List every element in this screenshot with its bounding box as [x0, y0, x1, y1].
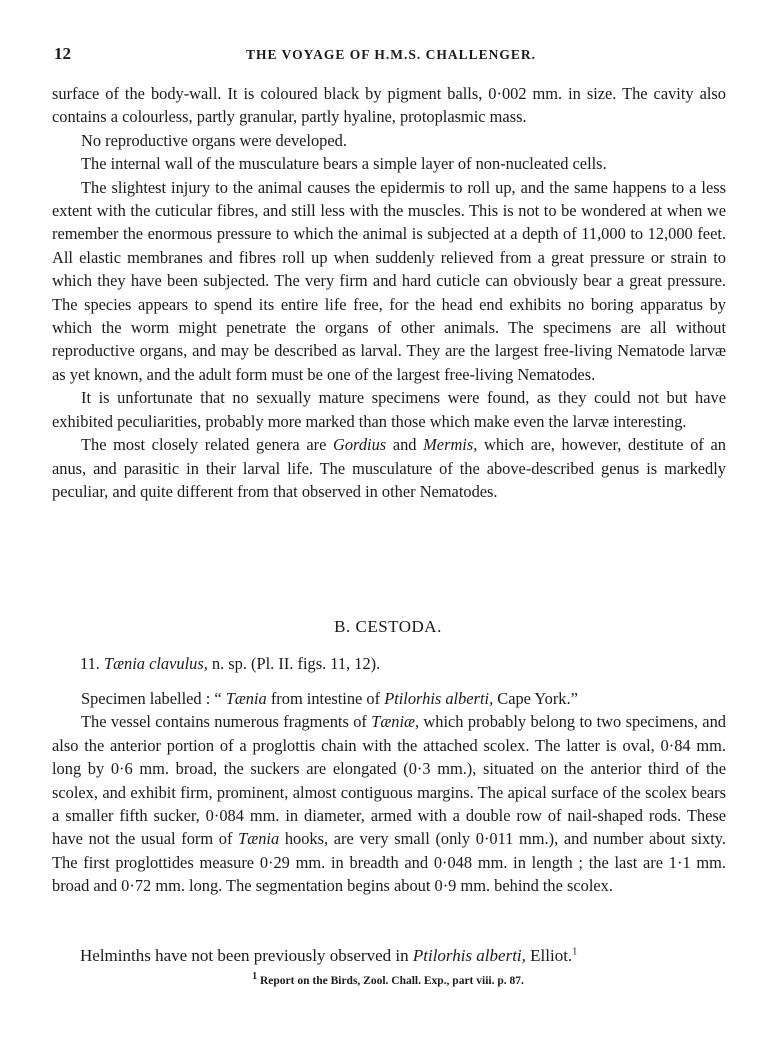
- page-number: 12: [54, 44, 71, 63]
- genus-taenia: Tænia: [225, 689, 267, 708]
- paragraph-unfortunate: It is unfortunate that no sexually mature specimens were found, as they could not but have exhibited peculiarities, probably more marked than those which make even the larvæ interesting.: [52, 388, 726, 431]
- text-run: hooks, are very small (only 0·011 mm.), and number about sixty. The first proglottides measure 0·29 mm. in breadth and 0·048 mm. in length ; the last are 1·1 mm. broad and 0·72 mm. long. The segmentation begins about 0·9 mm. behind the scolex.: [52, 829, 727, 896]
- paragraph-continuation: surface of the body-wall. It is coloured black by pigment balls, 0·002 mm. in size. The cavity also contains a colourless, partly granular, partly hyaline, protoplasmic mass.: [52, 84, 726, 127]
- footnote: [0, 971, 776, 987]
- genus-taenia: Tænia: [238, 829, 280, 849]
- genus-mermis: Mermis,: [423, 435, 478, 455]
- text-run: from intestine of: [266, 689, 385, 708]
- footnote-text: Report on the Birds, Zool. Chall. Exp., part viii. p. 87.: [257, 975, 524, 987]
- genus-taeniae: Tæniæ,: [371, 712, 420, 732]
- section-heading: B. CESTODA.: [334, 617, 442, 636]
- species-reference: n. sp. (Pl. II. figs. 11, 12).: [207, 654, 381, 673]
- running-head: THE VOYAGE OF H.M.S. CHALLENGER.: [245, 47, 537, 62]
- paragraph-description: [52, 710, 726, 897]
- species-number: 11.: [80, 654, 104, 673]
- host-name: Ptilorhis alberti,: [384, 689, 494, 708]
- paragraph-genera: [52, 433, 726, 503]
- cestode-text-block: [52, 687, 726, 898]
- nematode-text-block: [52, 82, 726, 503]
- footnote-marker: 1: [572, 946, 578, 958]
- text-run: Helminths have not been previously observed in: [80, 946, 413, 965]
- paragraph-reproductive: No reproductive organs were developed.: [81, 130, 347, 150]
- species-name: Tænia clavulus,: [103, 654, 208, 673]
- text-run: Cape York.”: [493, 689, 578, 708]
- text-run: Elliot.: [525, 946, 573, 965]
- final-line: [80, 946, 577, 966]
- text-run: which probably belong to two specimens, and also the anterior portion of a proglottis chain with the attached scolex. The latter is oval, 0·84 mm. long by 0·6 mm. broad, the suckers are elongated (0·3 mm.), situated on the anterior third of the scolex, and exhibit firm, prominent, almost contiguous margins. The apical surface of the scolex bears a smaller fifth sucker, 0·084 mm. in diameter, armed with a double row of nail-shaped rods. These have not the usual form of: [52, 712, 726, 849]
- text-run: The vessel contains numerous fragments of: [81, 712, 372, 732]
- text-run: which are, however, destitute of an anus, and parasitic in their larval life. The musculature of the above-described genus is markedly peculiar, and quite different from that observed in other Nematodes.: [52, 435, 726, 501]
- specimen-label: [52, 687, 726, 710]
- page-header: [54, 44, 728, 70]
- paragraph-injury: The slightest injury to the animal causes the epidermis to roll up, and the same happens to a less extent with the cuticular fibres, and still less with the muscles. This is not to be wondered at when we remember the enormous pressure to which the animal is subjected at a depth of 11,000 to 12,000 feet. All elastic membranes and fibres roll up when suddenly relieved from a great pressure or strain to which they have been subjected. The very firm and hard cuticle can obviously bear a great pressure. The species appears to spend its entire life free, for the head end exhibits no boring apparatus by which the worm might penetrate the organs of other animals. The specimens are all without reproductive organs, and may be described as larval. They are the largest free-living Nematode larvæ as yet known, and the adult form must be one of the largest free-living Nematodes.: [52, 177, 726, 384]
- host-name: Ptilorhis alberti,: [412, 946, 526, 965]
- species-heading: [80, 654, 380, 674]
- text-run: The most closely related genera are: [81, 435, 334, 455]
- text-run: Specimen labelled : “: [81, 689, 226, 708]
- paragraph-internal-wall: The internal wall of the musculature bears a simple layer of non-nucleated cells.: [81, 154, 607, 174]
- genus-gordius: Gordius: [333, 435, 387, 455]
- text-run: and: [386, 435, 424, 455]
- footnote-marker: 1: [252, 971, 258, 983]
